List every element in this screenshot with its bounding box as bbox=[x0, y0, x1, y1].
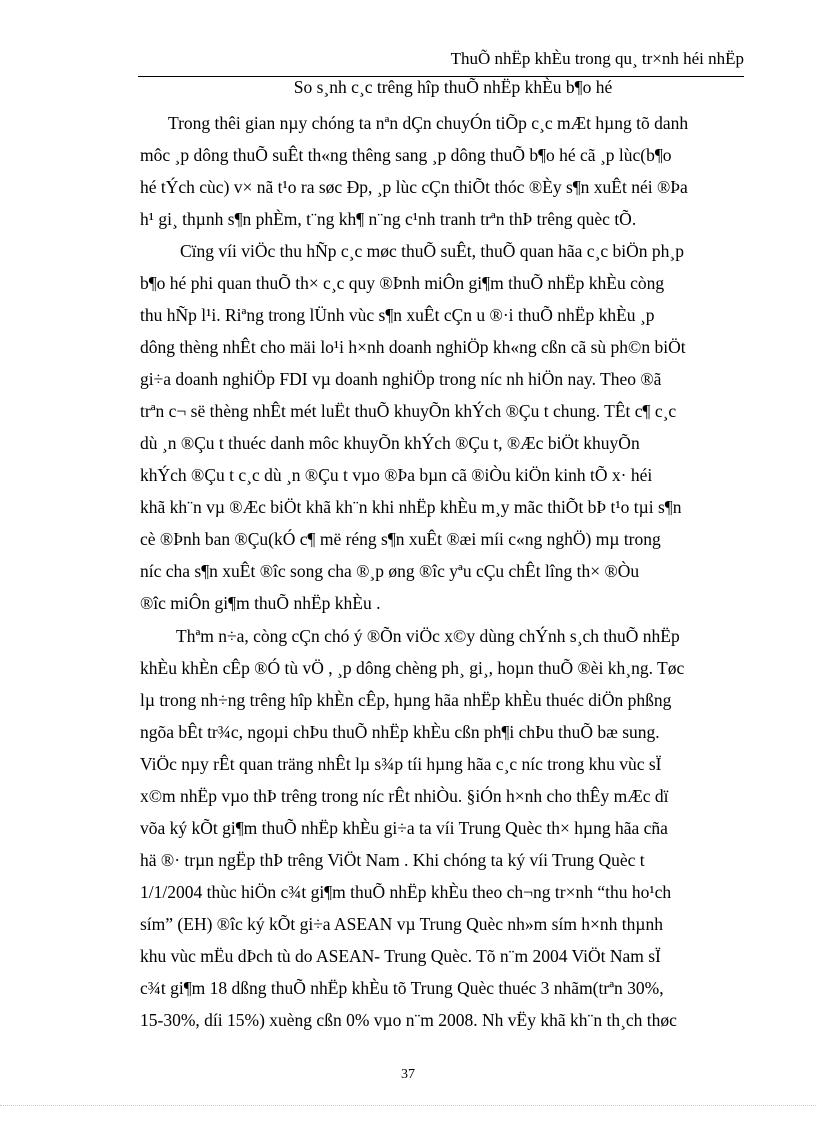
body-line-5: Cïng víi viÖc thu hÑp c¸c møc thuÕ suÊt, thuÕ quan hãa c¸c biÖn ph¸p bbox=[180, 241, 684, 261]
body-line-9: gi÷a doanh nghiÖp FDI vµ doanh nghiÖp trong níc nh hiÖn nay. Theo ®ã bbox=[140, 369, 662, 389]
body-line-8: dông thèng nhÊt cho mäi lo¹i h×nh doanh nghiÖp kh«ng cßn cã sù ph©n biÖt bbox=[140, 337, 686, 357]
body-line-22: x©m nhËp vµo thÞ trêng trong níc rÊt nhiÒu. §iÓn h×nh cho thÊy mÆc dï bbox=[140, 786, 669, 806]
body-line-6: b¶o hé phi quan thuÕ th× c¸c quy ®Þnh miÔn gi¶m thuÕ nhËp khÈu còng bbox=[140, 273, 665, 293]
body-line-27: khu vùc mËu dÞch tù do ASEAN- Trung Quèc. Tõ n¨m 2004 ViÖt Nam sÏ bbox=[140, 946, 661, 966]
body-line-16: ®îc miÔn gi¶m thuÕ nhËp khÈu . bbox=[140, 593, 381, 613]
body-line-10: trªn c¬ së thèng nhÊt mét luËt thuÕ khuyÕn khÝch ®Çu t chung. TÊt c¶ c¸c bbox=[140, 401, 677, 421]
body-line-12: khÝch ®Çu t c¸c dù ¸n ®Çu t vµo ®Þa bµn cã ®iÒu kiÖn kinh tÕ x· héi bbox=[140, 465, 653, 485]
body-line-23: võa ký kÕt gi¶m thuÕ nhËp khÈu gi÷a ta víi Trung Quèc th× hµng hãa cña bbox=[140, 818, 668, 838]
body-line-2: môc ¸p dông thuÕ suÊt th«ng thêng sang ¸p dông thuÕ b¶o hé cã ¸p lùc(b¶o bbox=[140, 145, 672, 165]
body-line-21: ViÖc nµy rÊt quan träng nhÊt lµ s¾p tíi hµng hãa c¸c níc trong khu vùc sÏ bbox=[140, 754, 662, 774]
body-line-25: 1/1/2004 thùc hiÖn c¾t gi¶m thuÕ nhËp khÈu theo ch¬ng tr×nh “thu ho¹ch bbox=[140, 882, 672, 902]
body-line-28: c¾t gi¶m 18 dßng thuÕ nhËp khÈu tõ Trung Quèc thuéc 3 nhãm(trªn 30%, bbox=[140, 978, 664, 998]
page-bottom-divider bbox=[0, 1105, 816, 1106]
body-line-17: Thªm n÷a, còng cÇn chó ý ®Õn viÖc x©y dùng chÝnh s¸ch thuÕ nhËp bbox=[176, 626, 680, 646]
section-title: So s¸nh c¸c trêng hîp thuÕ nhËp khÈu b¶o hé bbox=[293, 77, 613, 97]
body-line-3: hé tÝch cùc) v× nã t¹o ra søc Ðp, ¸p lùc cÇn thiÕt thóc ®Èy s¶n xuÊt néi ®Þa bbox=[140, 177, 688, 197]
body-line-19: lµ trong nh÷ng trêng hîp khÈn cÊp, hµng hãa nhËp khÈu thuéc diÖn phßng bbox=[140, 690, 672, 710]
body-line-11: dù ¸n ®Çu t thuéc danh môc khuyÕn khÝch ®Çu t, ®Æc biÖt khuyÕn bbox=[140, 433, 640, 453]
body-line-18: khÈu khÈn cÊp ®Ó tù vÖ , ¸p dông chèng ph¸ gi¸, hoµn thuÕ ®èi kh¸ng. Tøc bbox=[140, 658, 685, 678]
body-line-20: ngõa bÊt tr¾c, ngoµi chÞu thuÕ nhËp khÈu cßn ph¶i chÞu thuÕ bæ sung. bbox=[140, 722, 660, 742]
body-line-4: h¹ gi¸ thµnh s¶n phÈm, t¨ng kh¶ n¨ng c¹nh tranh trªn thÞ trêng quèc tÕ. bbox=[140, 209, 637, 229]
body-line-7: thu hÑp l¹i. Riªng trong lÜnh vùc s¶n xuÊt cÇn u ®·i thuÕ nhËp khÈu ¸p bbox=[140, 305, 655, 325]
page-number: 37 bbox=[401, 1067, 415, 1082]
body-line-14: cè ®Þnh ban ®Çu(kÓ c¶ më réng s¶n xuÊt ®æi míi c«ng nghÖ) mµ trong bbox=[140, 529, 661, 549]
body-line-15: níc cha s¶n xuÊt ®îc song cha ®¸p øng ®îc yªu cÇu chÊt lîng th× ®Òu bbox=[140, 561, 640, 581]
body-line-24: hä ®· trµn ngËp thÞ trêng ViÖt Nam . Khi chóng ta ký víi Trung Quèc t bbox=[140, 850, 645, 870]
running-header: ThuÕ nhËp khÈu trong qu¸ tr×nh héi nhËp bbox=[450, 49, 744, 68]
body-line-1: Trong thêi gian nµy chóng ta nªn dÇn chuyÓn tiÕp c¸c mÆt hµng tõ danh bbox=[168, 113, 689, 133]
body-line-29: 15-30%, díi 15%) xuèng cßn 0% vµo n¨m 2008. Nh vËy khã kh¨n th¸ch thøc bbox=[140, 1010, 677, 1030]
body-line-13: khã kh¨n vµ ®Æc biÖt khã kh¨n khi nhËp khÈu m¸y mãc thiÕt bÞ t¹o tµi s¶n bbox=[140, 497, 682, 517]
body-line-26: sím” (EH) ®îc ký kÕt gi÷a ASEAN vµ Trung Quèc nh»m sím h×nh thµnh bbox=[140, 914, 663, 934]
